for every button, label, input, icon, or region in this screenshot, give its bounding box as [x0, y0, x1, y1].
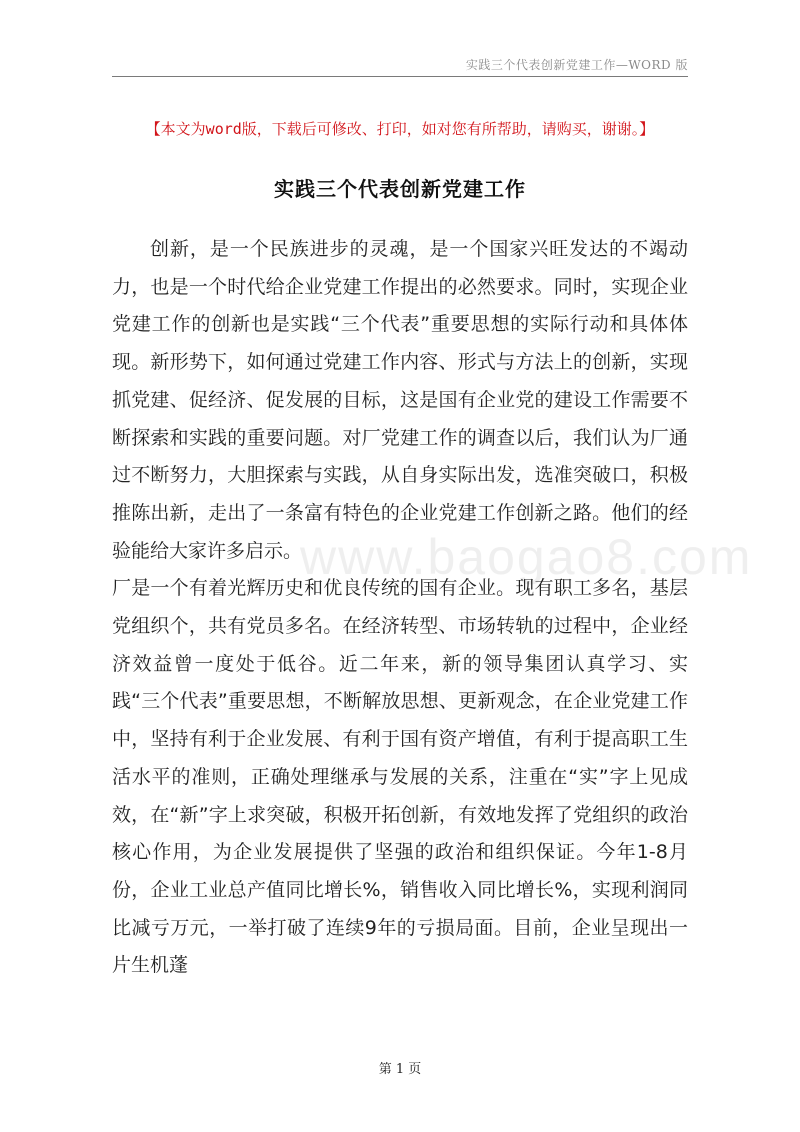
page-number: 第 1 页 — [378, 1062, 422, 1077]
watermark: www.baogao8.com — [300, 529, 753, 585]
header-divider — [112, 76, 688, 77]
document-title: 实践三个代表创新党建工作 — [274, 177, 526, 201]
running-header: 实践三个代表创新党建工作—WORD 版 — [465, 58, 688, 72]
purchase-notice: 【本文为word版，下载后可修改、打印，如对您有所帮助，请购买，谢谢。】 — [145, 120, 655, 138]
paragraph-1: 创新，是一个民族进步的灵魂，是一个国家兴旺发达的不竭动力，也是一个时代给企业党建工作提出的必然要求。同时，实现企业党建工作的创新也是实践“三个代表”重要思想的实际行动和具体体现。新形势下，如何通过党建工作内容、形式与方法上的创新，实现抓党建、促经济、促发展的目标，这是国有企业党的建设工作需要不断探索和实践的重要问题。对厂党建工作的调查以后，我们认为厂通过不断努力，大胆探索与实践，从自身实际出发，选准突破口，积极推陈出新，走出了一条富有特色的企业党建工作创新之路。他们的经验能给大家许多启示。 — [112, 238, 688, 562]
document-body — [112, 231, 688, 985]
paragraph-2: 厂是一个有着光辉历史和优良传统的国有企业。现有职工多名，基层党组织个，共有党员多名。在经济转型、市场转轨的过程中，企业经济效益曾一度处于低谷。近二年来，新的领导集团认真学习、实践“三个代表”重要思想，不断解放思想、更新观念，在企业党建工作中，坚持有利于企业发展、有利于国有资产增值，有利于提高职工生活水平的准则，正确处理继承与发展的关系，注重在“实”字上见成效，在“新”字上求突破，积极开拓创新，有效地发挥了党组织的政治核心作用，为企业发展提供了坚强的政治和组织保证。今年1-8月份，企业工业总产值同比增长%，销售收入同比增长%，实现利润同比减亏万元，一举打破了连续9年的亏损局面。目前，企业呈现出一片生机蓬 — [112, 577, 688, 977]
